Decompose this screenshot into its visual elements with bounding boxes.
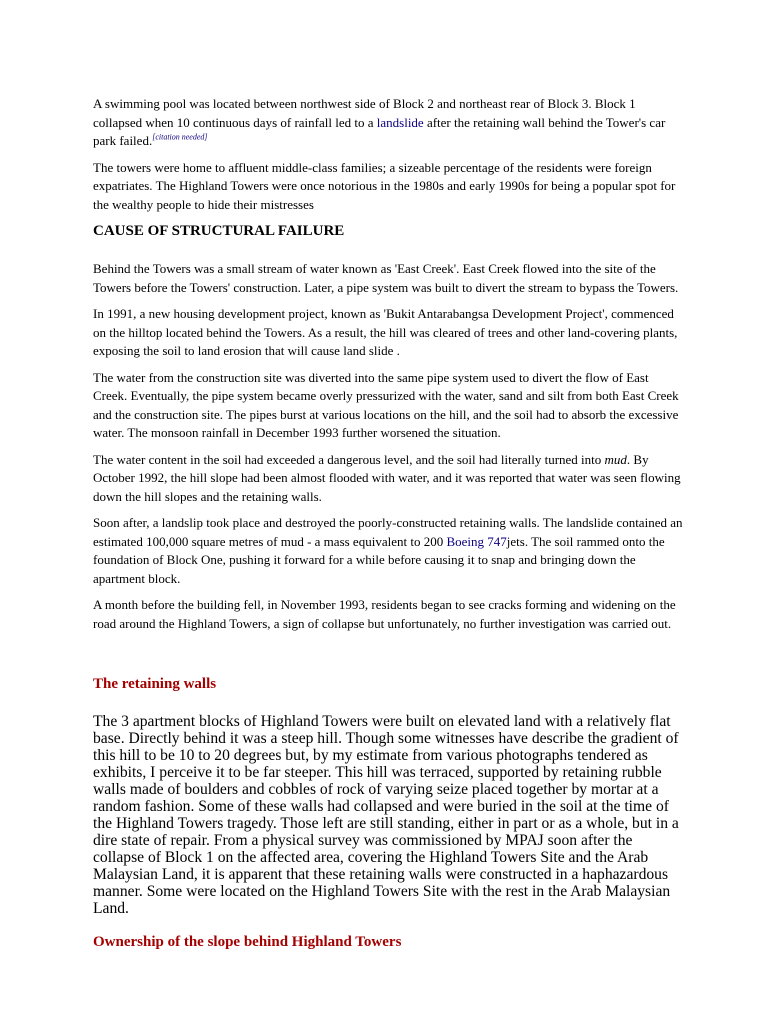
cause-text-4b: . By October 1992, the hill slope had been almost flooded with water, and it was reported that water was seen flowing down the hill slopes and the retaining walls. [93,451,681,504]
retaining-walls-paragraph: The 3 apartment blocks of Highland Towers were built on elevated land with a relatively flat base. Directly behind it was a steep hill. Though some witnesses have describe the gradient of this hill to be 10 to 20 degrees but, by my estimate from various photographs tendered as exhibits, I perceive it to be far steeper. This hill was terraced, supported by retaining rubble walls made of boulders and cobbles of rock of varying seize placed together by mortar at a random fashion. Some of these walls had collapsed and were buried in the soil at the time of the Highland Towers tragedy. Those left are still standing, either in part or as a whole, but in a dire state of repair. From a physical survey was commissioned by MPAJ soon after the collapse of Block 1 on the affected area, covering the Highland Towers Site and the Arab Malaysian Land, it is apparent that these retaining walls were constructed in a haphazardous manner. Some were located on the Highland Towers Site with the rest in the Arab Malaysian Land. [93,713,679,917]
cause-paragraph-1: Behind the Towers was a small stream of water known as 'East Creek'. East Creek flowed into the site of the Towers before the Towers' construction. Later, a pipe system was built to divert the stream to bypass the Towers. [93,261,679,295]
cause-text-5a: Soon after, a landslip took place and destroyed the poorly-constructed retaining walls. The landslide contained an estimated 100,000 square metres of mud - a mass equivalent to 200 [93,515,683,549]
cause-paragraph-3: The water from the construction site was diverted into the same pipe system used to divert the flow of East Creek. Eventually, the pipe system became overly pressurized with the water, sand and silt from both East Creek and the construction site. The pipes burst at various locations on the hill, and the soil had to absorb the excessive water. The monsoon rainfall in December 1993 further worsened the situation. [93,369,679,440]
cause-text-5b: jets. The soil rammed onto the foundation of Block One, pushing it forward for a while before causing it to snap and bringing down the apartment block. [93,533,665,586]
cause-paragraph-2: In 1991, a new housing development project, known as 'Bukit Antarabangsa Development Project', commenced on the hilltop located behind the Towers. As a result, the hill was cleared of trees and other land-covering plants, exposing the soil to land erosion that will cause land slide . [93,306,678,358]
retaining-walls-heading: The retaining walls [93,676,217,692]
document-content [93,95,683,951]
cause-paragraph-5 [93,514,683,588]
intro-text-1b: after the retaining wall behind the Tower's car park failed. [93,114,666,148]
boeing-747-link[interactable]: Boeing 747 [446,533,507,549]
cause-paragraph-4 [93,451,683,507]
citation-needed-link[interactable]: [citation needed] [152,132,208,142]
ownership-heading: Ownership of the slope behind Highland Towers [93,934,402,950]
cause-paragraph-6: A month before the building fell, in November 1993, residents began to see cracks forming and widening on the road around the Highland Towers, a sign of collapse but unfortunately, no further investigation was carried out. [93,597,676,631]
cause-heading: CAUSE OF STRUCTURAL FAILURE [93,223,345,239]
landslide-link[interactable]: landslide [376,114,424,130]
mud-emphasis: mud [604,451,627,467]
intro-paragraph-2: The towers were home to affluent middle-class families; a sizeable percentage of the residents were foreign expatriates. The Highland Towers were once notorious in the 1980s and early 1990s for being a popular spot for the wealthy people to hide their mistresses [93,159,676,212]
intro-paragraph-1 [93,95,683,151]
cause-text-4a: The water content in the soil had exceeded a dangerous level, and the soil had literally turned into [93,451,605,467]
intro-text-1a: A swimming pool was located between northwest side of Block 2 and northeast rear of Block 3. Block 1 collapsed when 10 continuous days of rainfall led to a [93,96,636,130]
